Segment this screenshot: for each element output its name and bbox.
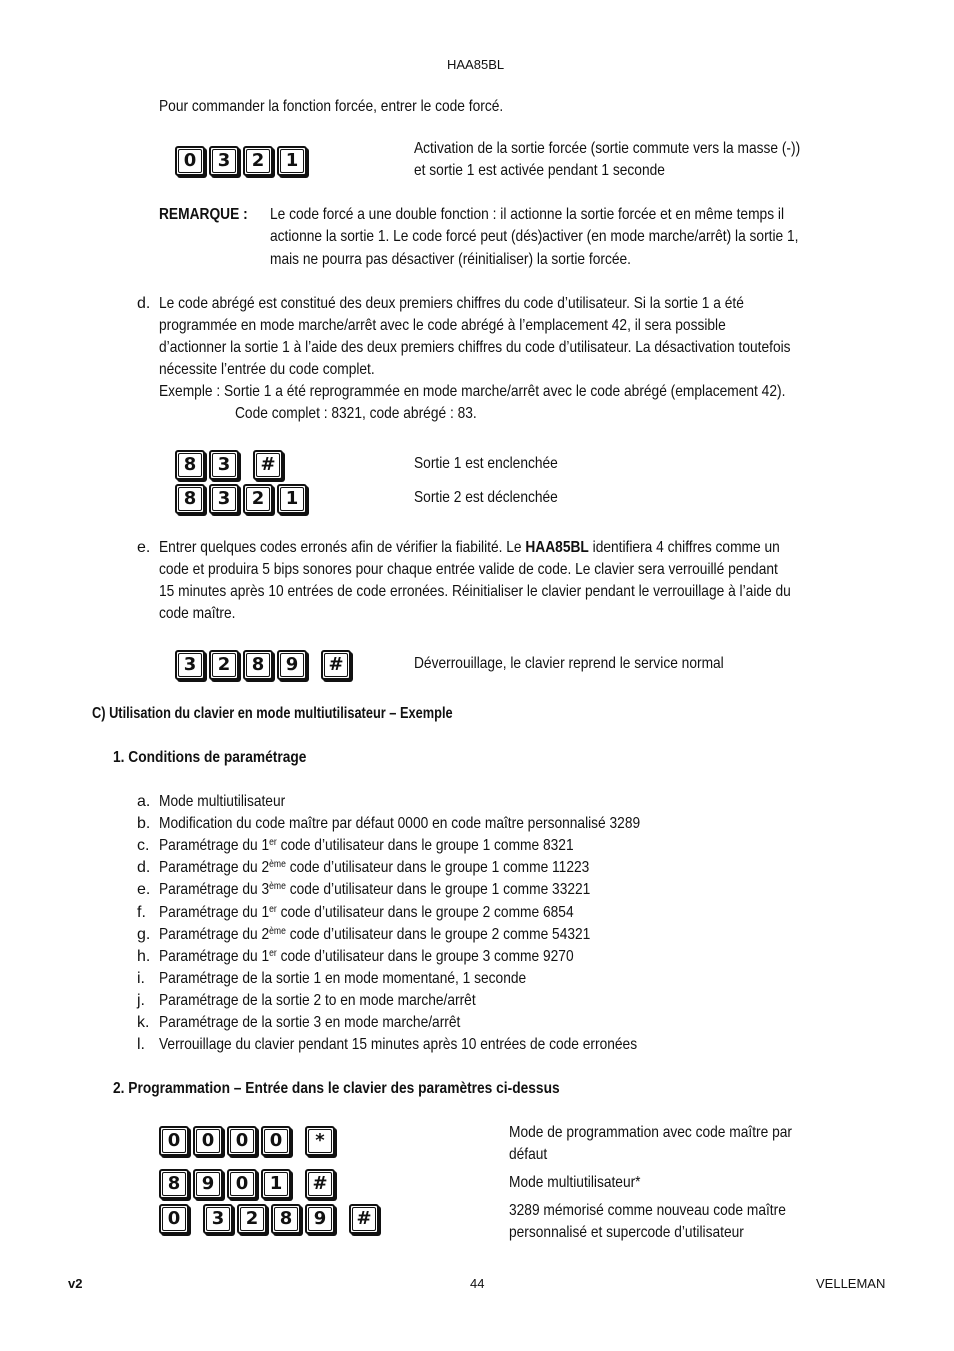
keypad-key xyxy=(159,1169,189,1199)
item-e-marker: e. xyxy=(137,539,151,556)
keypad-key xyxy=(209,450,239,480)
keypad-key xyxy=(227,1126,257,1156)
remark-line-2: actionne la sortie 1. Le code forcé peut (dés)activer (en mode marche/arrêt) la sortie 1, xyxy=(270,228,799,245)
keypad-key xyxy=(271,1204,301,1234)
prog-desc-3-line-2: personnalisé et supercode d’utilisateur xyxy=(509,1224,744,1241)
keypad-key xyxy=(175,450,205,480)
condition-item: Paramétrage du 1er code d’utilisateur dans le groupe 2 comme 6854 xyxy=(159,903,574,921)
keypad-key xyxy=(175,650,205,680)
keypad-key-label: # xyxy=(352,1207,376,1231)
condition-marker: k. xyxy=(137,1014,150,1031)
item-e-line-2: code et produira 5 bips sonores pour chaque entrée valide de code. Le clavier sera verrouillé pendant xyxy=(159,561,778,578)
condition-item: Paramétrage du 3ème code d’utilisateur dans le groupe 1 comme 33221 xyxy=(159,881,591,899)
condition-marker: c. xyxy=(137,837,150,855)
prog-desc-1-line-2: défaut xyxy=(509,1146,548,1163)
keypad-key xyxy=(349,1204,379,1234)
keypad-prog-row-2 xyxy=(159,1169,339,1199)
keypad-unlock xyxy=(175,650,355,680)
forced-desc-2: et sortie 1 est activée pendant 1 seconde xyxy=(414,162,665,179)
header-model: HAA85BL xyxy=(447,57,505,72)
condition-item: Modification du code maître par défaut 0000 en code maître personnalisé 3289 xyxy=(159,815,641,833)
keypad-key xyxy=(175,146,205,176)
item-d-marker: d. xyxy=(137,295,151,312)
condition-marker: b. xyxy=(137,815,151,833)
condition-marker: l. xyxy=(137,1036,145,1054)
item-d-line-3: d’actionner la sortie 1 à l’aide des deux premiers chiffres du code d’utilisateur. La désactivation toutefois xyxy=(159,339,791,356)
keypad-prog-row-3 xyxy=(159,1204,383,1234)
keypad-key xyxy=(227,1169,257,1199)
condition-marker: i. xyxy=(137,969,145,987)
remark-label: REMARQUE : xyxy=(159,206,248,223)
section-c-title: C) Utilisation du clavier en mode multiutilisateur – Exemple xyxy=(92,705,453,722)
item-d-line-1: Le code abrégé est constitué des deux premiers chiffres du code d’utilisateur. Si la sortie 1 a été xyxy=(159,295,744,312)
condition-item: Paramétrage du 1er code d’utilisateur dans le groupe 1 comme 8321 xyxy=(159,837,574,855)
ordinal-suffix: er xyxy=(269,947,277,959)
keypad-key-label: 0 xyxy=(230,1172,254,1196)
prog-desc-2: Mode multiutilisateur* xyxy=(509,1174,641,1191)
keypad-key xyxy=(159,1204,189,1234)
keypad-key-label: 1 xyxy=(264,1172,288,1196)
keypad-key-label: 1 xyxy=(280,149,304,173)
keypad-key xyxy=(277,146,307,176)
keypad-key-label: 3 xyxy=(212,149,236,173)
conditions-title: 1. Conditions de paramétrage xyxy=(113,749,307,766)
item-d-desc-off: Sortie 2 est déclenchée xyxy=(414,489,558,506)
condition-marker: g. xyxy=(137,925,151,943)
condition-item: Paramétrage de la sortie 1 en mode momentané, 1 seconde xyxy=(159,969,527,987)
keypad-key-label: 9 xyxy=(308,1207,332,1231)
keypad-key xyxy=(203,1204,233,1234)
item-d-example-2: Code complet : 8321, code abrégé : 83. xyxy=(235,405,477,422)
condition-marker: a. xyxy=(137,793,151,810)
keypad-key xyxy=(237,1204,267,1234)
prog-desc-1-line-1: Mode de programmation avec code maître par xyxy=(509,1124,792,1141)
keypad-key xyxy=(209,484,239,514)
keypad-key-label: 0 xyxy=(162,1207,186,1231)
keypad-key xyxy=(243,650,273,680)
condition-item: Paramétrage de la sortie 2 to en mode marche/arrêt xyxy=(159,991,476,1009)
keypad-key-label: * xyxy=(308,1129,332,1153)
keypad-prog-row-1 xyxy=(159,1126,339,1156)
keypad-key-label: 3 xyxy=(212,453,236,477)
condition-item: Verrouillage du clavier pendant 15 minutes après 10 entrées de code erronées xyxy=(159,1036,638,1054)
keypad-key xyxy=(253,450,283,480)
keypad-key xyxy=(159,1126,189,1156)
keypad-key-label: 0 xyxy=(162,1129,186,1153)
item-e-line-3: 15 minutes après 10 entrées de code erronées. Réinitialiser le clavier pendant le verrouillage à l’aide du xyxy=(159,583,791,600)
ordinal-suffix: er xyxy=(269,837,277,849)
condition-marker: f. xyxy=(137,903,146,921)
keypad-key xyxy=(193,1126,223,1156)
keypad-key xyxy=(305,1204,335,1234)
keypad-key-label: 0 xyxy=(196,1129,220,1153)
ordinal-suffix: er xyxy=(269,903,277,915)
keypad-key-label: # xyxy=(256,453,280,477)
keypad-key-label: 2 xyxy=(246,487,270,511)
keypad-key-label: 1 xyxy=(280,487,304,511)
keypad-key-label: # xyxy=(324,653,348,677)
item-e-line-1: Entrer quelques codes erronés afin de vérifier la fiabilité. Le HAA85BL identifiera 4 chiffres comme un xyxy=(159,539,780,556)
keypad-forced xyxy=(175,146,311,176)
keypad-key-label: 9 xyxy=(196,1172,220,1196)
keypad-key xyxy=(209,146,239,176)
keypad-key-label: 2 xyxy=(240,1207,264,1231)
keypad-key xyxy=(243,484,273,514)
keypad-key xyxy=(209,650,239,680)
keypad-key-label: 3 xyxy=(178,653,202,677)
item-d-line-2: programmée en mode marche/arrêt avec le code abrégé à l’emplacement 42, il sera possible xyxy=(159,317,726,334)
keypad-key-label: 8 xyxy=(178,453,202,477)
ordinal-suffix: ème xyxy=(269,859,286,871)
footer-page-number: 44 xyxy=(470,1276,485,1291)
keypad-key-label: 8 xyxy=(178,487,202,511)
condition-item: Paramétrage du 1er code d’utilisateur dans le groupe 3 comme 9270 xyxy=(159,947,574,965)
condition-marker: d. xyxy=(137,859,151,877)
prog-desc-3-line-1: 3289 mémorisé comme nouveau code maître xyxy=(509,1202,786,1219)
keypad-key xyxy=(261,1169,291,1199)
ordinal-suffix: ème xyxy=(269,881,286,893)
condition-marker: e. xyxy=(137,881,151,899)
keypad-key-label: 8 xyxy=(274,1207,298,1231)
condition-item: Paramétrage de la sortie 3 en mode marche/arrêt xyxy=(159,1014,461,1031)
keypad-full-code xyxy=(175,484,311,514)
keypad-key xyxy=(193,1169,223,1199)
keypad-key xyxy=(277,484,307,514)
keypad-key-label: 2 xyxy=(212,653,236,677)
keypad-key xyxy=(175,484,205,514)
ordinal-suffix: ème xyxy=(269,925,286,937)
keypad-key-label: 0 xyxy=(230,1129,254,1153)
keypad-key xyxy=(305,1126,335,1156)
remark-line-1: Le code forcé a une double fonction : il actionne la sortie forcée et en même temps il xyxy=(270,206,785,223)
keypad-key-label: 9 xyxy=(280,653,304,677)
intro-text: Pour commander la fonction forcée, entrer le code forcé. xyxy=(159,98,504,115)
keypad-key xyxy=(321,650,351,680)
keypad-key xyxy=(305,1169,335,1199)
footer-brand: VELLEMAN xyxy=(816,1276,886,1291)
keypad-key-label: # xyxy=(308,1172,332,1196)
keypad-short-code xyxy=(175,450,287,480)
forced-desc-1: Activation de la sortie forcée (sortie commute vers la masse (-)) xyxy=(414,140,801,157)
item-d-line-4: nécessite l’entrée du code complet. xyxy=(159,361,375,378)
keypad-key-label: 0 xyxy=(178,149,202,173)
keypad-key xyxy=(243,146,273,176)
keypad-key-label: 8 xyxy=(246,653,270,677)
keypad-key-label: 3 xyxy=(212,487,236,511)
footer-version: v2 xyxy=(68,1276,83,1291)
item-e-desc: Déverrouillage, le clavier reprend le service normal xyxy=(414,655,724,672)
keypad-key xyxy=(277,650,307,680)
keypad-key xyxy=(261,1126,291,1156)
condition-marker: j. xyxy=(137,991,145,1009)
condition-item: Paramétrage du 2ème code d’utilisateur dans le groupe 1 comme 11223 xyxy=(159,859,590,877)
condition-marker: h. xyxy=(137,947,151,965)
keypad-key-label: 3 xyxy=(206,1207,230,1231)
keypad-key-label: 8 xyxy=(162,1172,186,1196)
condition-item: Paramétrage du 2ème code d’utilisateur dans le groupe 2 comme 54321 xyxy=(159,925,591,943)
keypad-key-label: 2 xyxy=(246,149,270,173)
condition-item: Mode multiutilisateur xyxy=(159,793,286,810)
item-d-desc-on: Sortie 1 est enclenchée xyxy=(414,455,558,472)
programming-title: 2. Programmation – Entrée dans le clavier des paramètres ci-dessus xyxy=(113,1080,560,1097)
item-e-line-4: code maître. xyxy=(159,605,236,622)
item-d-example-1: Exemple : Sortie 1 a été reprogrammée en mode marche/arrêt avec le code abrégé (emplacement 42). xyxy=(159,383,786,400)
remark-line-3: mais ne pourra pas désactiver (réinitialiser) la sortie forcée. xyxy=(270,251,631,268)
keypad-key-label: 0 xyxy=(264,1129,288,1153)
